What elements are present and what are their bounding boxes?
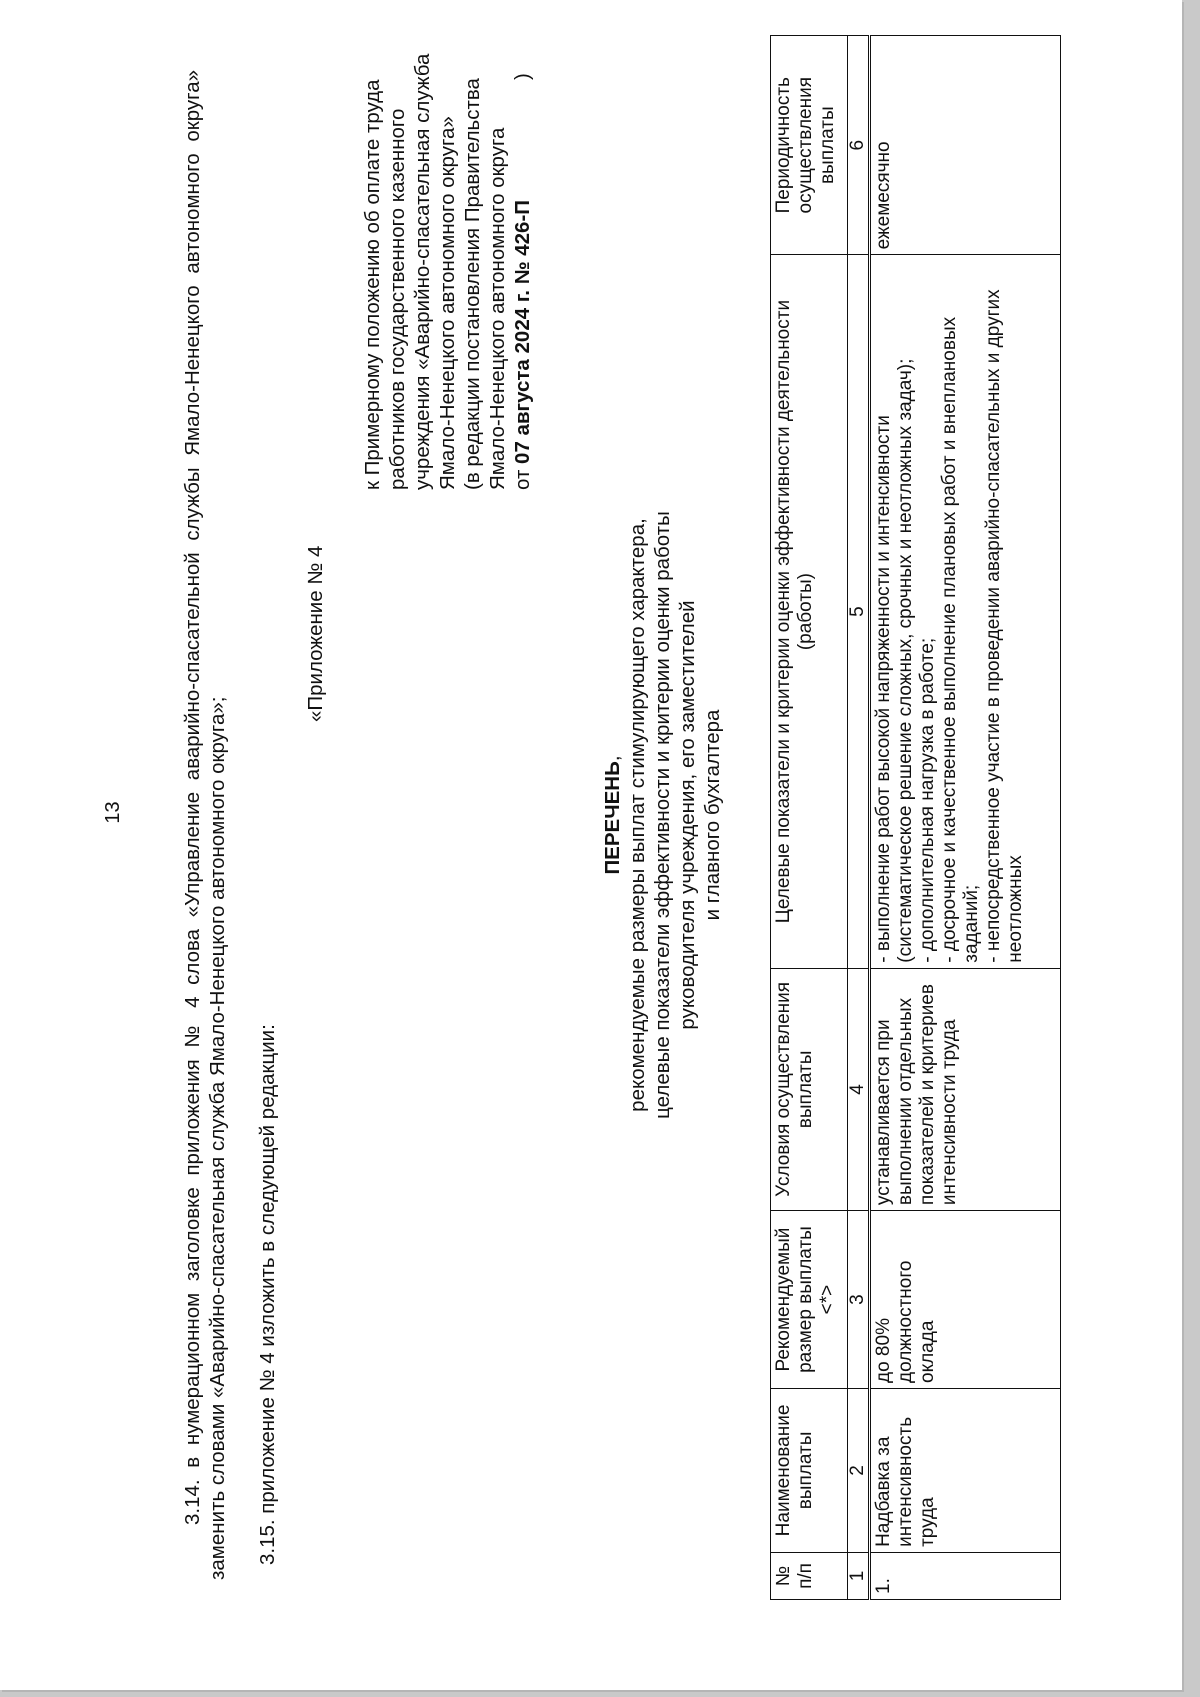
appendix-reference-line: к Примерному положению об оплате труда	[361, 79, 384, 490]
heading-comma: ,	[601, 755, 624, 762]
table-row	[870, 36, 1061, 1600]
row-criteria	[870, 255, 1061, 968]
header-periodicity: Периодичность осуществления выплаты	[771, 36, 848, 255]
header-conditions: Условия осуществления выплаты	[771, 968, 848, 1210]
header-number: № п/п	[771, 1552, 848, 1599]
closing-bracket: )	[511, 73, 534, 80]
appendix-reference-line: (в редакции постановления Правительства	[461, 78, 484, 490]
criteria-item: - непосредственное участие в проведении аварийно-спасательных и других неотложных	[983, 289, 1026, 963]
column-number: 4	[848, 968, 870, 1210]
list-subtitle-line: рекомендуемые размеры выплат стимулирующего характера,	[626, 518, 649, 1112]
row-conditions: устанавливается при выполнении отдельных показателей и критериев интенсивности труда	[870, 968, 1061, 1210]
list-subtitle-line: и главного бухгалтера	[701, 709, 724, 921]
criteria-item: - досрочное и качественное выполнение плановых работ и внеплановых заданий;	[939, 316, 982, 963]
appendix-label: «Приложение № 4	[304, 545, 327, 722]
row-periodicity: ежемесячно	[870, 36, 1061, 255]
list-title	[600, 60, 725, 1570]
header-payment-name: Наименование выплаты	[771, 1389, 848, 1553]
criteria-item: - выполнение работ высокой напряженности и интенсивности (систематическое решение сложных, срочных и неотложных задач);	[873, 358, 916, 963]
column-number: 3	[848, 1211, 870, 1389]
list-subtitle-line: руководителя учреждения, его заместителей	[676, 600, 699, 1030]
appendix-reference-line: работников государственного казенного	[386, 108, 409, 490]
column-number: 6	[848, 36, 870, 255]
rotated-page-content	[102, 25, 1200, 1600]
column-number-row	[848, 36, 870, 1600]
list-heading: ПЕРЕЧЕНЬ	[601, 761, 624, 875]
table-header-row	[771, 36, 848, 1600]
appendix-reference-line: Ямало-Ненецкого автономного округа»	[436, 116, 459, 490]
row-payment-name: Надбавка за интенсивность труда	[870, 1389, 1061, 1553]
appendix-reference-line: учреждения «Аварийно-спасательная служба	[411, 53, 434, 490]
paragraph-3-14: 3.14. в нумерационном заголовке приложения № 4 слова «Управление аварийно-спасательной службы Ямало-Ненецкого автономного округа» заменить словами «Аварийно-спасательная служба Ямало-Ненецкого автономного округа»;	[181, 70, 229, 1580]
page-number: 13	[102, 801, 124, 824]
row-number: 1.	[870, 1552, 1061, 1599]
paragraph-3-15: 3.15. приложение № 4 изложить в следующей редакции:	[256, 1024, 279, 1565]
appendix-reference	[360, 20, 535, 490]
date-prefix: от	[511, 463, 534, 490]
column-number: 5	[848, 255, 870, 968]
column-number: 2	[848, 1389, 870, 1553]
column-number: 1	[848, 1552, 870, 1599]
criteria-item: - дополнительная нагрузка в работе;	[917, 637, 938, 963]
list-subtitle-line: целевые показатели эффективности и критерии оценки работы	[651, 511, 674, 1119]
header-recommended-amount: Рекомендуемый размер выплаты <*>	[771, 1211, 848, 1389]
resolution-reference: 07 августа 2024 г. № 426-П	[511, 199, 534, 464]
payments-table	[770, 35, 1061, 1600]
appendix-date-line	[510, 20, 535, 490]
appendix-reference-line: Ямало-Ненецкого автономного округа	[486, 127, 509, 490]
row-amount: до 80% должностного оклада	[870, 1211, 1061, 1389]
header-criteria: Целевые показатели и критерии оценки эффективности деятельности (работы)	[771, 255, 848, 968]
